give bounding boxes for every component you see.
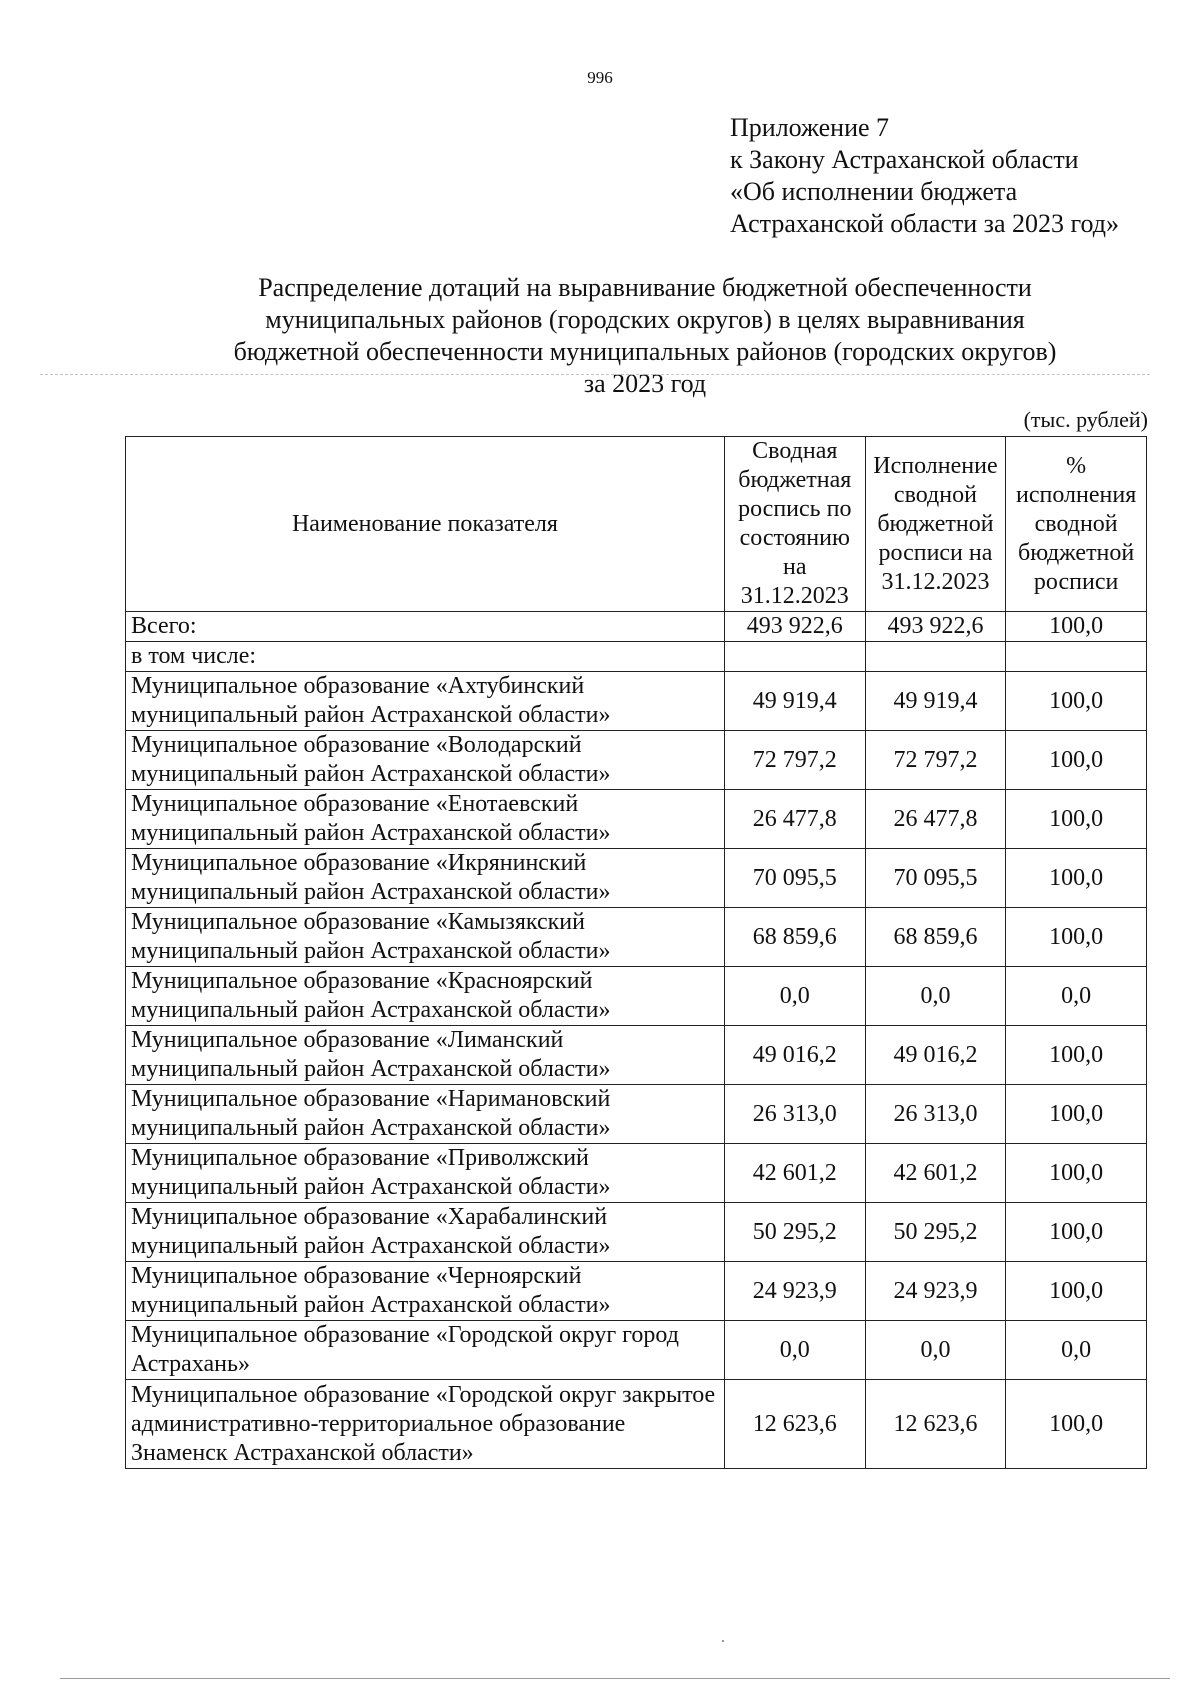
total-planned: 493 922,6	[724, 612, 865, 642]
row-executed: 24 923,9	[865, 1262, 1006, 1321]
table-row	[126, 1026, 1147, 1085]
row-name: Муниципальное образование «Приволжский муниципальный район Астраханской области»	[126, 1144, 725, 1203]
row-name: Муниципальное образование «Наримановский муниципальный район Астраханской области»	[126, 1085, 725, 1144]
scan-speck	[722, 1640, 724, 1642]
row-planned: 50 295,2	[724, 1203, 865, 1262]
title-line: Распределение дотаций на выравнивание бюджетной обеспеченности	[258, 273, 1032, 302]
row-name: Муниципальное образование «Икрянинский муниципальный район Астраханской области»	[126, 849, 725, 908]
appendix-line: к Закону Астраханской области	[730, 145, 1079, 174]
units-label: (тыс. рублей)	[1023, 407, 1148, 432]
empty-cell	[865, 642, 1006, 672]
table-row	[126, 672, 1147, 731]
table-row	[126, 1262, 1147, 1321]
row-percent: 100,0	[1006, 1026, 1147, 1085]
appendix-line: Астраханской области за 2023 год»	[730, 209, 1119, 238]
row-executed: 49 016,2	[865, 1026, 1006, 1085]
table-row	[126, 849, 1147, 908]
row-executed: 0,0	[865, 1321, 1006, 1380]
row-percent: 100,0	[1006, 672, 1147, 731]
title-line: муниципальных районов (городских округов) в целях выравнивания	[265, 305, 1025, 334]
row-name: Муниципальное образование «Красноярский муниципальный район Астраханской области»	[126, 967, 725, 1026]
row-executed: 70 095,5	[865, 849, 1006, 908]
appendix-line: «Об исполнении бюджета	[730, 177, 1018, 206]
row-planned: 42 601,2	[724, 1144, 865, 1203]
appendix-line: Приложение 7	[730, 113, 890, 142]
table-row	[126, 731, 1147, 790]
total-percent: 100,0	[1006, 612, 1147, 642]
header-percent: % исполнения сводной бюджетной росписи	[1006, 437, 1147, 612]
row-percent: 100,0	[1006, 1262, 1147, 1321]
row-name: Муниципальное образование «Городской округ город Астрахань»	[126, 1321, 725, 1380]
header-name: Наименование показателя	[126, 437, 725, 612]
row-percent: 100,0	[1006, 790, 1147, 849]
table-header-row	[126, 437, 1147, 612]
row-executed: 26 313,0	[865, 1085, 1006, 1144]
row-planned: 49 919,4	[724, 672, 865, 731]
row-planned: 0,0	[724, 1321, 865, 1380]
row-planned: 68 859,6	[724, 908, 865, 967]
table-row	[126, 1380, 1147, 1469]
table-row	[126, 1144, 1147, 1203]
row-percent: 100,0	[1006, 1144, 1147, 1203]
row-percent: 0,0	[1006, 1321, 1147, 1380]
empty-cell	[1006, 642, 1147, 672]
table-row-including	[126, 642, 1147, 672]
table-row	[126, 1085, 1147, 1144]
table-row	[126, 1203, 1147, 1262]
scan-artifact-line	[40, 374, 1150, 375]
row-planned: 26 477,8	[724, 790, 865, 849]
row-name: Муниципальное образование «Лиманский муниципальный район Астраханской области»	[126, 1026, 725, 1085]
row-percent: 100,0	[1006, 908, 1147, 967]
appendix-reference	[730, 112, 1170, 240]
row-name: Муниципальное образование «Черноярский муниципальный район Астраханской области»	[126, 1262, 725, 1321]
dotations-table	[125, 436, 1147, 1469]
row-name: Муниципальное образование «Камызякский муниципальный район Астраханской области»	[126, 908, 725, 967]
row-executed: 49 919,4	[865, 672, 1006, 731]
row-executed: 26 477,8	[865, 790, 1006, 849]
row-name: Муниципальное образование «Городской округ закрытое административно-территориальное образование Знаменск Астраханской области»	[126, 1380, 725, 1469]
row-executed: 50 295,2	[865, 1203, 1006, 1262]
title-line: за 2023 год	[583, 369, 707, 398]
table-row	[126, 790, 1147, 849]
row-executed: 68 859,6	[865, 908, 1006, 967]
total-label: Всего:	[126, 612, 725, 642]
title-line: бюджетной обеспеченности муниципальных районов (городских округов)	[233, 337, 1057, 366]
row-percent: 100,0	[1006, 731, 1147, 790]
row-planned: 72 797,2	[724, 731, 865, 790]
row-percent: 0,0	[1006, 967, 1147, 1026]
row-planned: 24 923,9	[724, 1262, 865, 1321]
row-planned: 26 313,0	[724, 1085, 865, 1144]
document-title	[120, 272, 1170, 400]
table-row-total	[126, 612, 1147, 642]
table-row	[126, 908, 1147, 967]
row-planned: 49 016,2	[724, 1026, 865, 1085]
including-label: в том числе:	[126, 642, 725, 672]
table-row	[126, 1321, 1147, 1380]
row-name: Муниципальное образование «Ахтубинский муниципальный район Астраханской области»	[126, 672, 725, 731]
page-number: 996	[587, 68, 613, 87]
total-executed: 493 922,6	[865, 612, 1006, 642]
row-name: Муниципальное образование «Харабалинский муниципальный район Астраханской области»	[126, 1203, 725, 1262]
row-name: Муниципальное образование «Енотаевский муниципальный район Астраханской области»	[126, 790, 725, 849]
header-planned: Сводная бюджетная роспись по состоянию на 31.12.2023	[724, 437, 865, 612]
row-executed: 42 601,2	[865, 1144, 1006, 1203]
row-executed: 72 797,2	[865, 731, 1006, 790]
row-percent: 100,0	[1006, 1085, 1147, 1144]
row-executed: 12 623,6	[865, 1380, 1006, 1469]
table-row	[126, 967, 1147, 1026]
row-planned: 70 095,5	[724, 849, 865, 908]
row-percent: 100,0	[1006, 849, 1147, 908]
empty-cell	[724, 642, 865, 672]
row-planned: 0,0	[724, 967, 865, 1026]
row-percent: 100,0	[1006, 1203, 1147, 1262]
row-planned: 12 623,6	[724, 1380, 865, 1469]
row-name: Муниципальное образование «Володарский муниципальный район Астраханской области»	[126, 731, 725, 790]
row-percent: 100,0	[1006, 1380, 1147, 1469]
scan-bottom-line	[60, 1678, 1170, 1679]
header-executed: Исполнение сводной бюджетной росписи на 31.12.2023	[865, 437, 1006, 612]
row-executed: 0,0	[865, 967, 1006, 1026]
